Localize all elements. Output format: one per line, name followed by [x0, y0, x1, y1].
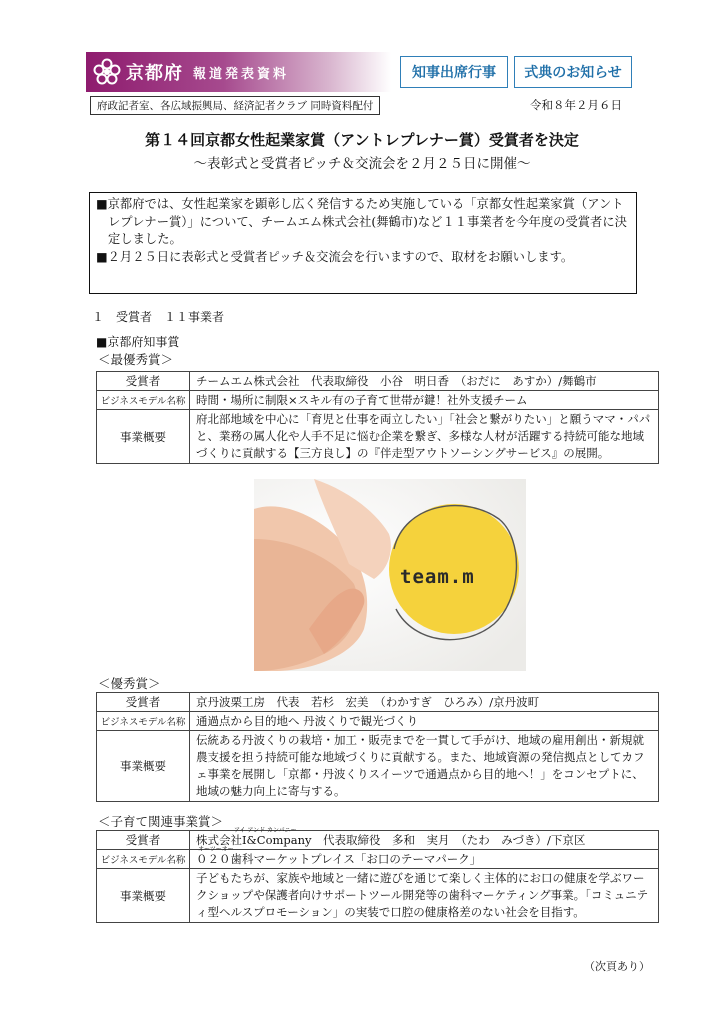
award-table — [96, 692, 659, 802]
section-heading: １ 受賞者 １１事業者 — [92, 310, 225, 324]
tag-governor-attendance: 知事出席行事 — [400, 56, 508, 88]
model-value-cell — [190, 846, 659, 869]
distribution-note: 府政記者室、各広域振興局、経済記者クラブ 同時資料配付 — [90, 96, 380, 115]
summary-item: ■京都府では、女性起業家を顕彰し広く発信するため実施している「京都女性起業家賞（アントレプレナー賞）」について、チームエム株式会社(舞鶴市)など１１事業者を今年度の受賞者に決定しました。 — [96, 197, 627, 246]
award-title: ＜子育て関連事業賞＞ — [98, 814, 224, 829]
winner-value: 株式会社I&Company 代表取締役 多和 実月 （たわ みづき）/下京区 — [196, 833, 586, 847]
label-model: ビジネスモデル名称 — [97, 850, 190, 869]
model-value: ０２０歯科マーケットプレイス「お口のテーマパーク」 — [196, 852, 482, 866]
award-table — [96, 371, 659, 464]
kyoto-crest-icon — [92, 57, 122, 87]
org-subtitle: 報道発表資料 — [193, 66, 290, 82]
winner-ruby: アイ アンド カンパニー — [234, 827, 297, 834]
label-model: ビジネスモデル名称 — [97, 391, 190, 410]
page-title: 第１４回京都女性起業家賞（アントレプレナー賞）受賞者を決定 — [145, 131, 579, 149]
label-winner: 受賞者 — [97, 372, 190, 391]
tag-ceremony-notice: 式典のお知らせ — [514, 56, 632, 88]
award-photo — [254, 479, 526, 671]
award-title: ＜最優秀賞＞ — [98, 352, 174, 367]
overview-value: 府北部地域を中心に「育児と仕事を両立したい」「社会と繋がりたい」と願うママ・パパと、業務の属人化や人手不足に悩む企業を繋ぎ、多様な人材が活躍する持続可能な地域づくりに貢献する【三方良し】の『伴走型アウトソーシングサービス』の展開。 — [190, 410, 659, 464]
governor-award-heading: ■京都府知事賞 — [96, 335, 180, 349]
label-overview: 事業概要 — [97, 410, 190, 464]
winner-value: チームエム株式会社 代表取締役 小谷 明日香 （おだに あすか）/舞鶴市 — [190, 372, 659, 391]
award-table — [96, 827, 659, 923]
summary-box — [89, 192, 637, 294]
winner-value-cell — [190, 827, 659, 850]
hands-illustration — [254, 479, 526, 671]
model-value: 時間・場所に制限×スキル有の子育て世帯が鍵！社外支援チーム — [190, 391, 659, 410]
label-overview: 事業概要 — [97, 869, 190, 923]
award-title: ＜優秀賞＞ — [98, 676, 161, 691]
label-overview: 事業概要 — [97, 731, 190, 802]
label-winner: 受賞者 — [97, 831, 190, 850]
model-ruby-wrap — [196, 846, 482, 866]
overview-value: 伝統ある丹波くりの栽培・加工・販売までを一貫して手がけ、地域の雇用創出・新規就農支援を担う持続可能な地域づくりに貢献する。また、地域資源の発信拠点としてカフェ事業を展開し「京都・丹波くりスイーツで通過点から目的地へ！」をコンセプトに、地域の魅力向上に寄与する。 — [190, 731, 659, 802]
overview-value: 子どもたちが、家族や地域と一緒に遊びを通じて楽しく主体的にお口の健康を学ぶワークショップや保護者向けサポートツール開発等の歯科マーケティング事業。「コミュニティ型ヘルスプロモーション」の実装で口腔の健康格差のない社会を目指す。 — [190, 869, 659, 923]
summary-item: ■２月２５日に表彰式と受賞者ピッチ＆交流会を行いますので、取材をお願いします。 — [96, 249, 574, 264]
release-date: 令和８年２月６日 — [530, 98, 622, 112]
page-subtitle: ～表彰式と受賞者ピッチ＆交流会を２月２５日に開催～ — [193, 156, 531, 172]
label-winner: 受賞者 — [97, 693, 190, 712]
team-m-logo-text: team.m — [400, 566, 475, 588]
brand-bar — [86, 52, 391, 92]
winner-ruby-wrap — [196, 827, 586, 847]
next-page-note: （次頁あり） — [584, 960, 650, 973]
org-name: 京都府 — [126, 63, 183, 84]
winner-value: 京丹波栗工房 代表 若杉 宏美 （わかすぎ ひろみ）/京丹波町 — [190, 693, 659, 712]
label-model: ビジネスモデル名称 — [97, 712, 190, 731]
model-value: 通過点から目的地へ 丹波くりで観光づくり — [190, 712, 659, 731]
model-ruby: オーツーオー — [198, 846, 234, 853]
